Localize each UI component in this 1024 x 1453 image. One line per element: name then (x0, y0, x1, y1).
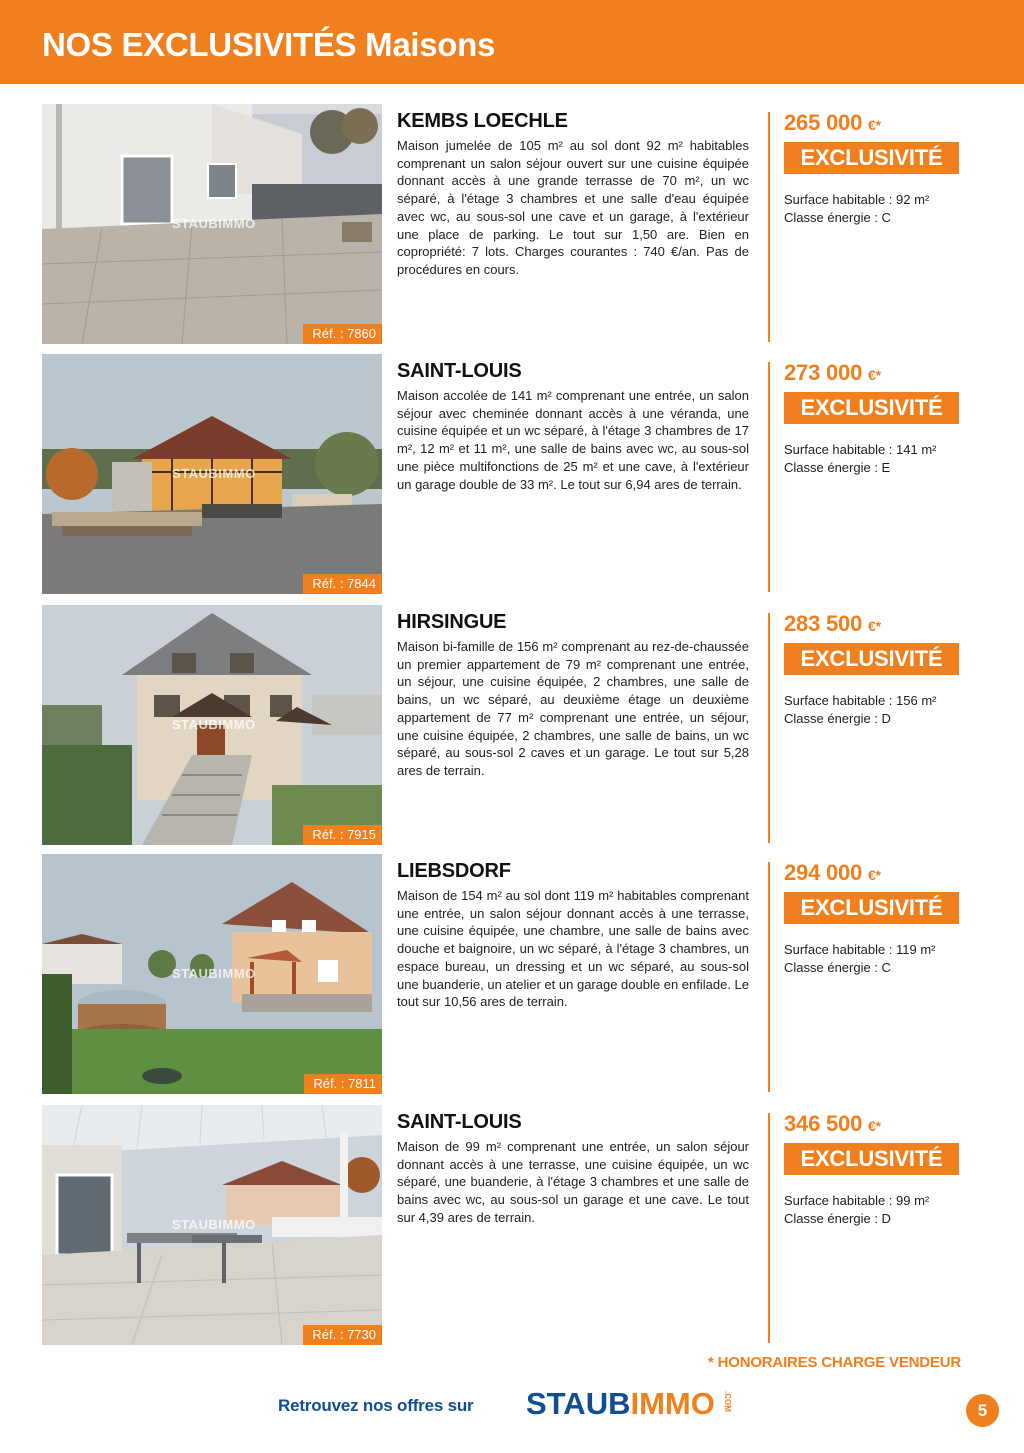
divider (768, 613, 770, 843)
exclusivity-badge: EXCLUSIVITÉ (784, 392, 959, 424)
listing-card (0, 104, 1024, 344)
listing-city: KEMBS LOECHLE (397, 110, 568, 132)
energy-class-text: Classe énergie : E (784, 460, 891, 475)
price-value: 283 500 (784, 611, 863, 636)
watermark: STAUBIMMO (172, 466, 256, 481)
listing-price (784, 1111, 984, 1137)
listing-price (784, 611, 984, 637)
page-title: NOS EXCLUSIVITÉS Maisons (42, 26, 496, 63)
logo-part1: STAUB (526, 1386, 631, 1421)
watermark: STAUBIMMO (172, 966, 256, 981)
listing-city: SAINT-LOUIS (397, 1111, 522, 1133)
listing-card (0, 605, 1024, 845)
listing-description: Maison de 99 m² comprenant une entrée, un salon séjour donnant accès à une terrasse, une cuisine équipée, un wc séparé, une buanderie, à l'étage 3 chambres et une salle de bains avec wc, au sous-sol un garage et une cave. Le tout sur 4,39 ares de terrain. (397, 1139, 749, 1225)
price-value: 346 500 (784, 1111, 863, 1136)
listing-city: HIRSINGUE (397, 611, 507, 633)
listing-facts (784, 941, 984, 977)
logo-domain: .COM (723, 1391, 732, 1412)
exclusivity-badge: EXCLUSIVITÉ (784, 1143, 959, 1175)
reference-label: Réf. : 7860 (303, 324, 382, 344)
surface-text: Surface habitable : 99 m² (784, 1193, 930, 1208)
fees-footnote: * HONORAIRES CHARGE VENDEUR (708, 1354, 961, 1371)
listing-price (784, 860, 984, 886)
listing-description-block (397, 360, 749, 493)
reference-label: Réf. : 7915 (303, 825, 382, 845)
listing-facts (784, 441, 984, 477)
exclusivity-badge: EXCLUSIVITÉ (784, 142, 959, 174)
footer-cta: Retrouvez nos offres sur (278, 1396, 474, 1415)
property-photo[interactable] (42, 354, 382, 594)
staubimmo-logo[interactable] (526, 1386, 732, 1422)
listing-card (0, 354, 1024, 594)
price-value: 265 000 (784, 110, 863, 135)
listing-description-block (397, 110, 749, 279)
divider (768, 862, 770, 1092)
price-currency: €* (868, 367, 881, 383)
listing-card (0, 1105, 1024, 1345)
exclusivity-badge: EXCLUSIVITÉ (784, 892, 959, 924)
surface-text: Surface habitable : 92 m² (784, 192, 930, 207)
property-photo[interactable] (42, 605, 382, 845)
watermark: STAUBIMMO (172, 216, 256, 231)
listing-description: Maison de 154 m² au sol dont 119 m² habitables comprenant une entrée, un salon séjour donnant accès à une terrasse, une cuisine équipée, une chambre, une salle de bains avec douche et baignoire, un wc séparé, à l'étage 3 chambres, un espace bureau, un dressing et un wc séparé, au sous-sol une buanderie, un atelier et un garage double en enfilade. Le tout sur 10,56 ares de terrain. (397, 888, 750, 1010)
price-currency: €* (868, 618, 881, 634)
energy-class-text: Classe énergie : D (784, 1211, 891, 1226)
price-value: 273 000 (784, 360, 863, 385)
property-photo[interactable] (42, 104, 382, 344)
energy-class-text: Classe énergie : D (784, 711, 891, 726)
reference-label: Réf. : 7844 (303, 574, 382, 594)
exclusivity-badge: EXCLUSIVITÉ (784, 643, 959, 675)
energy-class-text: Classe énergie : C (784, 960, 891, 975)
listing-card (0, 854, 1024, 1094)
listing-price (784, 360, 984, 386)
listing-description: Maison jumelée de 105 m² au sol dont 92 m² habitables comprenant un salon séjour ouvert sur une cuisine équipée donnant accès à une grande terrasse de 70 m², un wc séparé, à l'étage 3 chambres et une salle d'eau équipée avec wc, au sous-sol une cave et un garage, à l'extérieur une place de parking. Le tout sur 1,50 are. Bien en copropriété: 7 lots. Charges courantes : 740 €/an. Pas de procédures en cours. (397, 138, 749, 277)
watermark: STAUBIMMO (172, 1217, 256, 1232)
listing-facts (784, 1192, 984, 1228)
listing-city: LIEBSDORF (397, 860, 511, 882)
surface-text: Surface habitable : 141 m² (784, 442, 937, 457)
listing-description: Maison bi-famille de 156 m² comprenant au rez-de-chaussée un premier appartement de 79 m² comprenant une entrée, un séjour, une cuisine équipée, 2 chambres, une salle de bains, un wc séparé, au deuxième étage un deuxième appartement de 77 m² comprenant une entrée, un séjour, une cuisine équipée, 2 chambres, une salle de bains, un wc séparé, au sous-sol 2 caves et un garage. Le tout sur 5,28 ares de terrain. (397, 639, 749, 778)
listing-summary (784, 611, 984, 728)
reference-label: Réf. : 7811 (304, 1074, 382, 1094)
reference-label: Réf. : 7730 (303, 1325, 382, 1345)
property-photo[interactable] (42, 1105, 382, 1345)
listing-description-block (397, 611, 749, 780)
page-number: 5 (966, 1394, 999, 1427)
listing-facts (784, 692, 984, 728)
listing-description: Maison accolée de 141 m² comprenant une entrée, un salon séjour avec cheminée donnant accès à une véranda, une cuisine équipée et un wc séparé, à l'étage 3 chambres de 17 m², 12 m² et 11 m², une salle de bains avec wc, au sous-sol une pièce multifonctions de 25 m² et une cave, à l'extérieur un garage double de 33 m². Le tout sur 6,94 ares de terrain. (397, 388, 749, 492)
surface-text: Surface habitable : 119 m² (784, 942, 936, 957)
watermark: STAUBIMMO (172, 717, 256, 732)
price-currency: €* (868, 117, 881, 133)
price-currency: €* (868, 867, 881, 883)
listing-summary (784, 360, 984, 477)
divider (768, 362, 770, 592)
page-header (0, 0, 1024, 84)
listing-city: SAINT-LOUIS (397, 360, 522, 382)
energy-class-text: Classe énergie : C (784, 210, 891, 225)
property-photo[interactable] (42, 854, 382, 1094)
listing-summary (784, 1111, 984, 1228)
listing-description-block (397, 1111, 749, 1227)
surface-text: Surface habitable : 156 m² (784, 693, 937, 708)
listing-price (784, 110, 984, 136)
listing-summary (784, 110, 984, 227)
price-currency: €* (868, 1118, 881, 1134)
price-value: 294 000 (784, 860, 863, 885)
divider (768, 112, 770, 342)
listing-facts (784, 191, 984, 227)
divider (768, 1113, 770, 1343)
listing-description-block (397, 860, 749, 1011)
logo-part2: IMMO (630, 1386, 715, 1421)
listing-summary (784, 860, 984, 977)
